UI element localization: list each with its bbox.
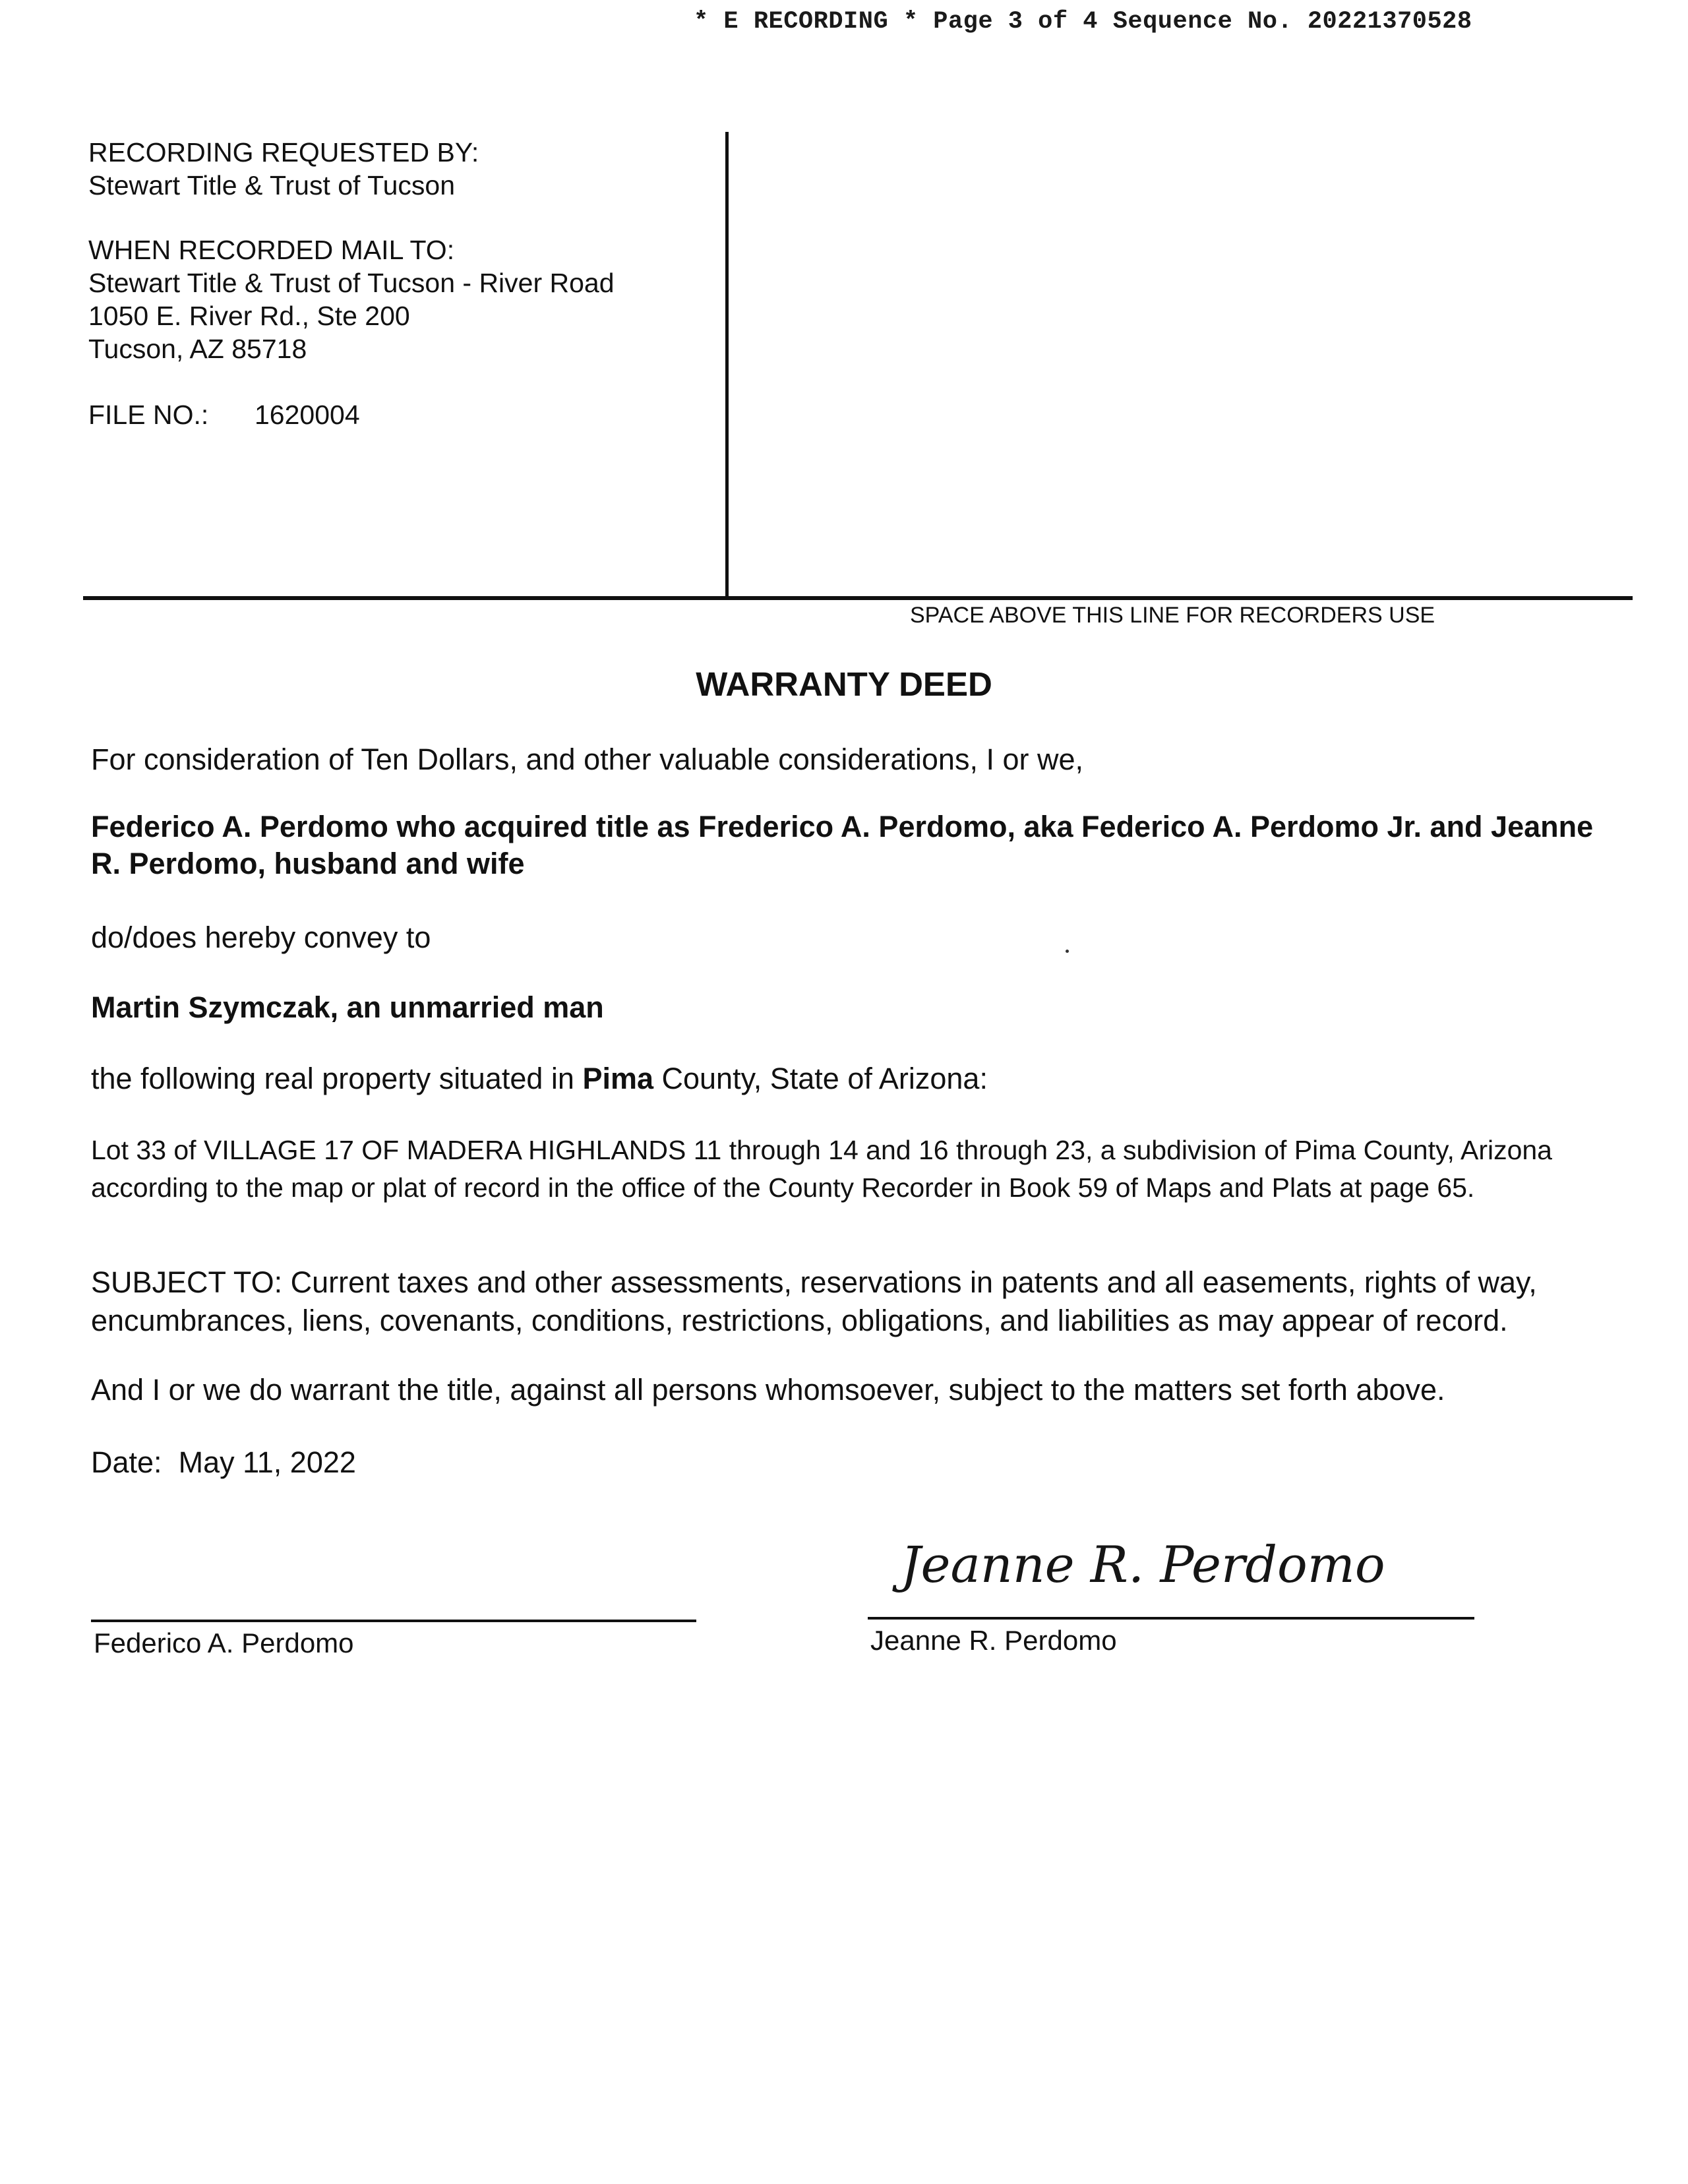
grantors: Federico A. Perdomo who acquired title as Frederico A. Perdomo, aka Federico A. Perdomo Jr. and Jeanne R. Perdomo, husband and wife xyxy=(91,810,1594,880)
recording-divider-horizontal xyxy=(83,596,1633,600)
mail-to-line-2: 1050 E. River Rd., Ste 200 xyxy=(88,301,410,331)
property-suffix: County, State of Arizona: xyxy=(653,1062,988,1095)
file-no-value: 1620004 xyxy=(255,400,360,430)
recording-divider-vertical xyxy=(725,132,729,599)
recording-header: * E RECORDING * Page 3 of 4 Sequence No. 20221370528 xyxy=(694,8,1472,36)
mail-to-label: WHEN RECORDED MAIL TO: xyxy=(88,235,455,265)
warranty-paragraph: And I or we do warrant the title, against all persons whomsoever, subject to the matters set forth above. xyxy=(91,1373,1445,1407)
signature-line-2 xyxy=(868,1617,1474,1620)
date-label: Date: xyxy=(91,1445,162,1479)
signer-name-1: Federico A. Perdomo xyxy=(94,1627,354,1658)
subject-to-paragraph: SUBJECT TO: Current taxes and other assessments, reservations in patents and all easements, rights of way, encumbrances, liens, covenants, conditions, restrictions, obligations, and liabilities as may appear of record. xyxy=(91,1265,1537,1337)
mail-to-line-3: Tucson, AZ 85718 xyxy=(88,334,307,364)
signer-name-2: Jeanne R. Perdomo xyxy=(870,1625,1117,1656)
signature-line-1 xyxy=(91,1620,696,1622)
document-title: WARRANTY DEED xyxy=(696,665,992,703)
file-no-label: FILE NO.: xyxy=(88,400,209,430)
consideration-paragraph: For consideration of Ten Dollars, and other valuable considerations, I or we, xyxy=(91,743,1083,776)
recording-requested-label: RECORDING REQUESTED BY: xyxy=(88,137,479,167)
property-location xyxy=(91,1060,988,1097)
stray-mark xyxy=(1066,950,1069,953)
deed-date xyxy=(91,1444,356,1481)
property-prefix: the following real property situated in xyxy=(91,1062,583,1095)
date-value: May 11, 2022 xyxy=(178,1445,356,1479)
recording-requested-by: Stewart Title & Trust of Tucson xyxy=(88,170,456,200)
county-name: Pima xyxy=(582,1062,653,1095)
legal-description: Lot 33 of VILLAGE 17 OF MADERA HIGHLANDS 11 through 14 and 16 through 23, a subdivision of Pima County, Arizona according to the map or plat of record in the office of the County Recorder in Book 59 of Maps and Plats at page 65. xyxy=(91,1135,1552,1203)
recorders-use-caption: SPACE ABOVE THIS LINE FOR RECORDERS USE xyxy=(910,603,1435,628)
convey-clause: do/does hereby convey to xyxy=(91,921,431,954)
mail-to-line-1: Stewart Title & Trust of Tucson - River Road xyxy=(88,268,615,298)
grantee: Martin Szymczak, an unmarried man xyxy=(91,990,604,1024)
handwritten-signature: Jeanne R. Perdomo xyxy=(901,1535,1385,1594)
